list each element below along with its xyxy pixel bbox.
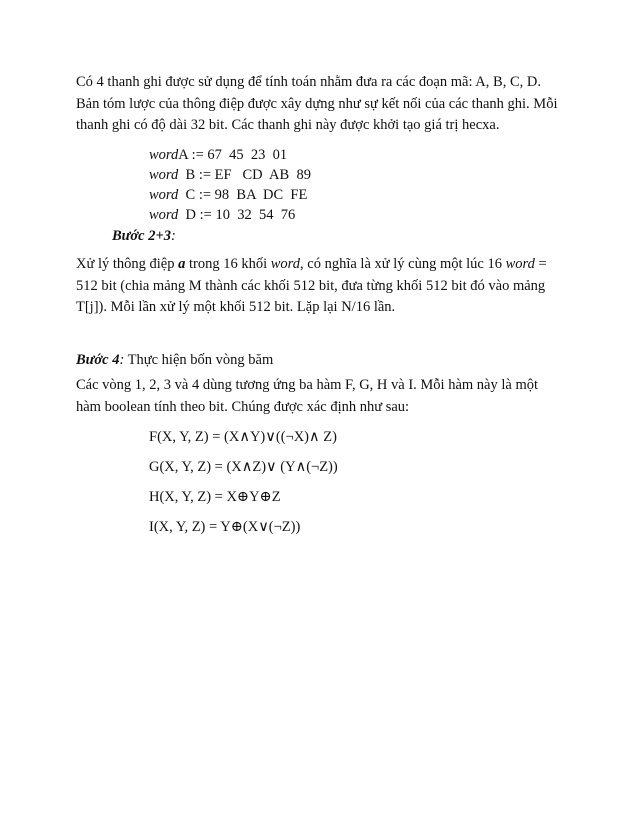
step-4-line-2: hàm boolean tính theo bit. Chúng được xác định như sau: — [76, 398, 410, 415]
step-2-3-line-2: 512 bit (chia mảng M thành các khối 512 bit, đưa từng khối 512 bit đó vào mảng — [76, 277, 546, 294]
register-c-line: word C := 98 BA DC FE — [149, 187, 308, 203]
formula-f: F(X, Y, Z) = (X∧Y)∨((¬X)∧ Z) — [149, 429, 337, 445]
register-b-line: word B := EF CD AB 89 — [149, 167, 311, 183]
step-2-3-line-3: T[j]). Mỗi lần xử lý một khối 512 bit. Lặp lại N/16 lần. — [76, 299, 396, 315]
intro-line-2: Bản tóm lược của thông điệp được xây dựng như sự kết nối của các thanh ghi. Mỗi — [76, 95, 558, 112]
step-2-3-paragraph: Xử lý thông điệp a trong 16 khối word, có nghĩa là xử lý cùng một lúc 16 word = 512 bit (chia mảng M thành các khối 512 bit, đưa từng khối 512 bit đó vào mảng T[j]). Mỗi lần xử lý một khối 512 bit. Lặp lại N/16 lần. — [76, 256, 547, 315]
step-4-paragraph — [76, 375, 576, 418]
formula-g: G(X, Y, Z) = (X∧Z)∨ (Y∧(¬Z)) — [149, 459, 338, 475]
formula-h: H(X, Y, Z) = X⊕Y⊕Z — [149, 489, 281, 505]
formula-i: I(X, Y, Z) = Y⊕(X∨(¬Z)) — [149, 519, 301, 535]
step-4-heading: Bước 4: Thực hiện bốn vòng băm — [76, 352, 274, 368]
intro-line-3: thanh ghi có độ dài 32 bit. Các thanh ghi này được khởi tạo giá trị hecxa. — [76, 117, 500, 133]
intro-line-1: Có 4 thanh ghi được sử dụng để tính toán nhằm đưa ra các đoạn mã: A, B, C, D. — [76, 74, 541, 90]
intro-paragraph — [76, 72, 576, 137]
step-4-line-1: Các vòng 1, 2, 3 và 4 dùng tương ứng ba hàm F, G, H và I. Mỗi hàm này là một — [76, 377, 538, 393]
register-a-line: wordA := 67 45 23 01 — [149, 147, 288, 163]
step-2-3-heading: Bước 2+3: — [112, 228, 176, 244]
register-d-line: word D := 10 32 54 76 — [149, 207, 296, 223]
